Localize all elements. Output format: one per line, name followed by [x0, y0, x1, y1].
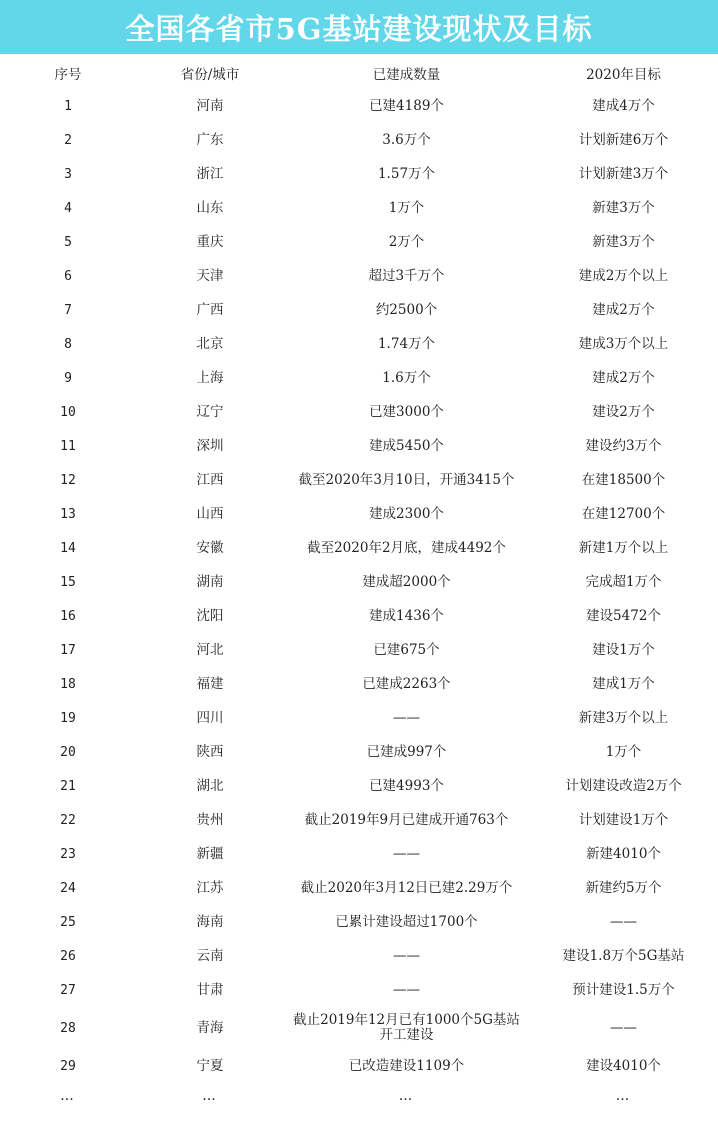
table-row [0, 157, 718, 191]
cell-target: 新建3万个 [592, 199, 655, 216]
cell-target: 新建4010个 [586, 845, 661, 862]
cell-target: 建成2万个 [592, 369, 655, 386]
cell-index: 25 [60, 914, 76, 930]
cell-index: 20 [60, 744, 76, 760]
cell-region: 四川 [196, 709, 224, 726]
cell-target: 建设1万个 [592, 641, 655, 658]
cell-index: 11 [60, 438, 76, 454]
cell-built: 截至2020年2月底，建成4492个 [307, 539, 506, 556]
cell-region: 江西 [196, 471, 224, 488]
cell-region: 福建 [196, 675, 224, 692]
cell-built: 建成2300个 [369, 505, 444, 522]
cell-index: 5 [64, 234, 72, 250]
cell-built: 超过3千万个 [368, 267, 445, 284]
cell-region: 青海 [196, 1019, 224, 1036]
cell-built: 已建3000个 [369, 403, 444, 420]
cell-index: 9 [64, 370, 72, 386]
cell-index: 3 [64, 166, 72, 182]
cell-region: 宁夏 [196, 1057, 224, 1074]
table-row [0, 89, 718, 123]
page-title: 全国各省市5G基站建设现状及目标 [125, 11, 593, 46]
cell-built: 截止2019年9月已建成开通763个 [304, 811, 509, 828]
cell-region: 湖北 [196, 777, 224, 794]
cell-region: 河南 [196, 97, 224, 114]
cell-built: 1万个 [388, 199, 425, 216]
table-row [0, 1007, 718, 1049]
cell-target: 新建1万个以上 [578, 539, 669, 556]
table-row [0, 735, 718, 769]
table-row [0, 1049, 718, 1083]
cell-target: 建成1万个 [592, 675, 655, 692]
header-index: 序号 [54, 66, 82, 83]
cell-target: 在建18500个 [581, 471, 666, 488]
cell-index: 4 [64, 200, 72, 216]
table-row [0, 769, 718, 803]
cell-built: 已建成997个 [366, 743, 447, 760]
cell-built: 已建4993个 [369, 777, 444, 794]
cell-region: 海南 [196, 913, 224, 930]
cell-target: 预计建设1.5万个 [572, 981, 675, 998]
cell-target: 建成2万个 [592, 301, 655, 318]
table-row [0, 361, 718, 395]
cell-built: 截至2020年3月10日，开通3415个 [298, 471, 515, 488]
table-row [0, 871, 718, 905]
table-row [0, 191, 718, 225]
cell-region: 辽宁 [196, 403, 224, 420]
table-row [0, 327, 718, 361]
cell-region: 河北 [196, 641, 224, 658]
cell-index: 27 [60, 982, 76, 998]
cell-target: 建设4010个 [586, 1057, 661, 1074]
table-row [0, 905, 718, 939]
cell-index: 7 [64, 302, 72, 318]
cell-built: 约2500个 [375, 301, 438, 318]
cell-built: 已建675个 [373, 641, 440, 658]
cell-region: 湖南 [196, 573, 224, 590]
cell-index: 8 [64, 336, 72, 352]
cell-index: 26 [60, 948, 76, 964]
cell-region: 甘肃 [196, 981, 224, 998]
table-row [0, 939, 718, 973]
cell-target: 新建3万个以上 [578, 709, 669, 726]
cell-target: 计划新建3万个 [578, 165, 669, 182]
cell-region: 广西 [196, 301, 224, 318]
cell-index: 19 [60, 710, 76, 726]
cell-index: 1 [64, 98, 72, 114]
title-bar [0, 0, 718, 54]
cell-index: 2 [64, 132, 72, 148]
cell-target: 在建12700个 [581, 505, 666, 522]
ellipsis-row [0, 1083, 718, 1109]
cell-built: 截止2020年3月12日已建2.29万个 [300, 879, 513, 896]
cell-target: 建成2万个以上 [578, 267, 669, 284]
cell-target: 新建约5万个 [585, 879, 662, 896]
header-region: 省份/城市 [180, 66, 240, 83]
cell-built: 建成超2000个 [362, 573, 451, 590]
cell-index: 14 [60, 540, 76, 556]
cell-built: 已建成2263个 [362, 675, 451, 692]
cell-region: 重庆 [196, 233, 224, 250]
cell-built: 已改造建设1109个 [348, 1057, 465, 1074]
header-row [0, 56, 718, 89]
table-row [0, 259, 718, 293]
table-row [0, 803, 718, 837]
cell-target: 新建3万个 [592, 233, 655, 250]
table-row [0, 225, 718, 259]
table-row [0, 429, 718, 463]
cell-target: 建成4万个 [592, 97, 655, 114]
cell-index: 29 [60, 1058, 76, 1074]
cell-region: 上海 [196, 369, 224, 386]
table-row [0, 633, 718, 667]
cell-target: 1万个 [605, 743, 642, 760]
ellipsis-cell: … [398, 1087, 415, 1104]
cell-built: —— [393, 981, 420, 998]
cell-index: 13 [60, 506, 76, 522]
cell-target: 建成3万个以上 [578, 335, 669, 352]
cell-index: 22 [60, 812, 76, 828]
cell-region: 江苏 [196, 879, 224, 896]
table-row [0, 123, 718, 157]
table-row [0, 395, 718, 429]
cell-index: 24 [60, 880, 76, 896]
cell-target: 建设1.8万个5G基站 [562, 947, 685, 964]
cell-region: 新疆 [196, 845, 224, 862]
data-table [0, 56, 718, 1109]
cell-target: 计划建设改造2万个 [565, 777, 682, 794]
cell-region: 山西 [196, 505, 224, 522]
cell-built [284, 1007, 529, 1049]
cell-built: —— [393, 845, 420, 862]
cell-target: —— [610, 913, 637, 930]
cell-built: 1.57万个 [377, 165, 436, 182]
table-row [0, 973, 718, 1007]
cell-region: 深圳 [196, 437, 224, 454]
cell-index: 15 [60, 574, 76, 590]
cell-region: 广东 [196, 131, 224, 148]
cell-index: 23 [60, 846, 76, 862]
cell-region: 沈阳 [196, 607, 224, 624]
table-row [0, 565, 718, 599]
cell-index: 17 [60, 642, 76, 658]
ellipsis-cell: … [615, 1087, 632, 1104]
cell-region: 山东 [196, 199, 224, 216]
cell-target: 建设约3万个 [585, 437, 662, 454]
cell-built: 3.6万个 [382, 131, 431, 148]
cell-built: 已建4189个 [369, 97, 444, 114]
cell-region: 陕西 [196, 743, 224, 760]
cell-built: —— [393, 709, 420, 726]
cell-index: 28 [60, 1020, 76, 1036]
cell-index: 10 [60, 404, 76, 420]
cell-index: 21 [60, 778, 76, 794]
ellipsis-cell: … [202, 1087, 218, 1104]
table-row [0, 837, 718, 871]
cell-index: 16 [60, 608, 76, 624]
ellipsis-cell: … [60, 1087, 76, 1104]
cell-region: 云南 [196, 947, 224, 964]
header-target: 2020年目标 [586, 66, 661, 83]
cell-region: 浙江 [196, 165, 224, 182]
cell-built: 2万个 [388, 233, 425, 250]
cell-target: 建设5472个 [586, 607, 661, 624]
cell-index: 6 [64, 268, 72, 284]
table-row [0, 701, 718, 735]
cell-target: 计划建设1万个 [578, 811, 669, 828]
cell-built-line: 截止2019年12月已有1000个5G基站 [293, 1012, 520, 1028]
cell-target: 计划新建6万个 [578, 131, 669, 148]
cell-region: 天津 [196, 267, 224, 284]
cell-built: —— [393, 947, 420, 964]
table-row [0, 293, 718, 327]
cell-region: 安徽 [196, 539, 224, 556]
cell-index: 12 [60, 472, 76, 488]
cell-target: 建设2万个 [592, 403, 655, 420]
cell-index: 18 [60, 676, 76, 692]
header-built: 已建成数量 [372, 66, 441, 83]
cell-built: 建成1436个 [369, 607, 444, 624]
cell-target: 完成超1万个 [585, 573, 662, 590]
table-row [0, 599, 718, 633]
cell-built: 1.6万个 [382, 369, 431, 386]
cell-built: 建成5450个 [369, 437, 444, 454]
table-row [0, 667, 718, 701]
table-body [0, 89, 718, 1109]
cell-region: 北京 [196, 335, 224, 352]
table-row [0, 497, 718, 531]
cell-built-line: 开工建设 [379, 1027, 434, 1043]
table-row [0, 463, 718, 497]
cell-target: —— [610, 1019, 637, 1036]
table-row [0, 531, 718, 565]
cell-built: 1.74万个 [377, 335, 436, 352]
cell-region: 贵州 [196, 811, 224, 828]
cell-built: 已累计建设超过1700个 [335, 913, 478, 930]
